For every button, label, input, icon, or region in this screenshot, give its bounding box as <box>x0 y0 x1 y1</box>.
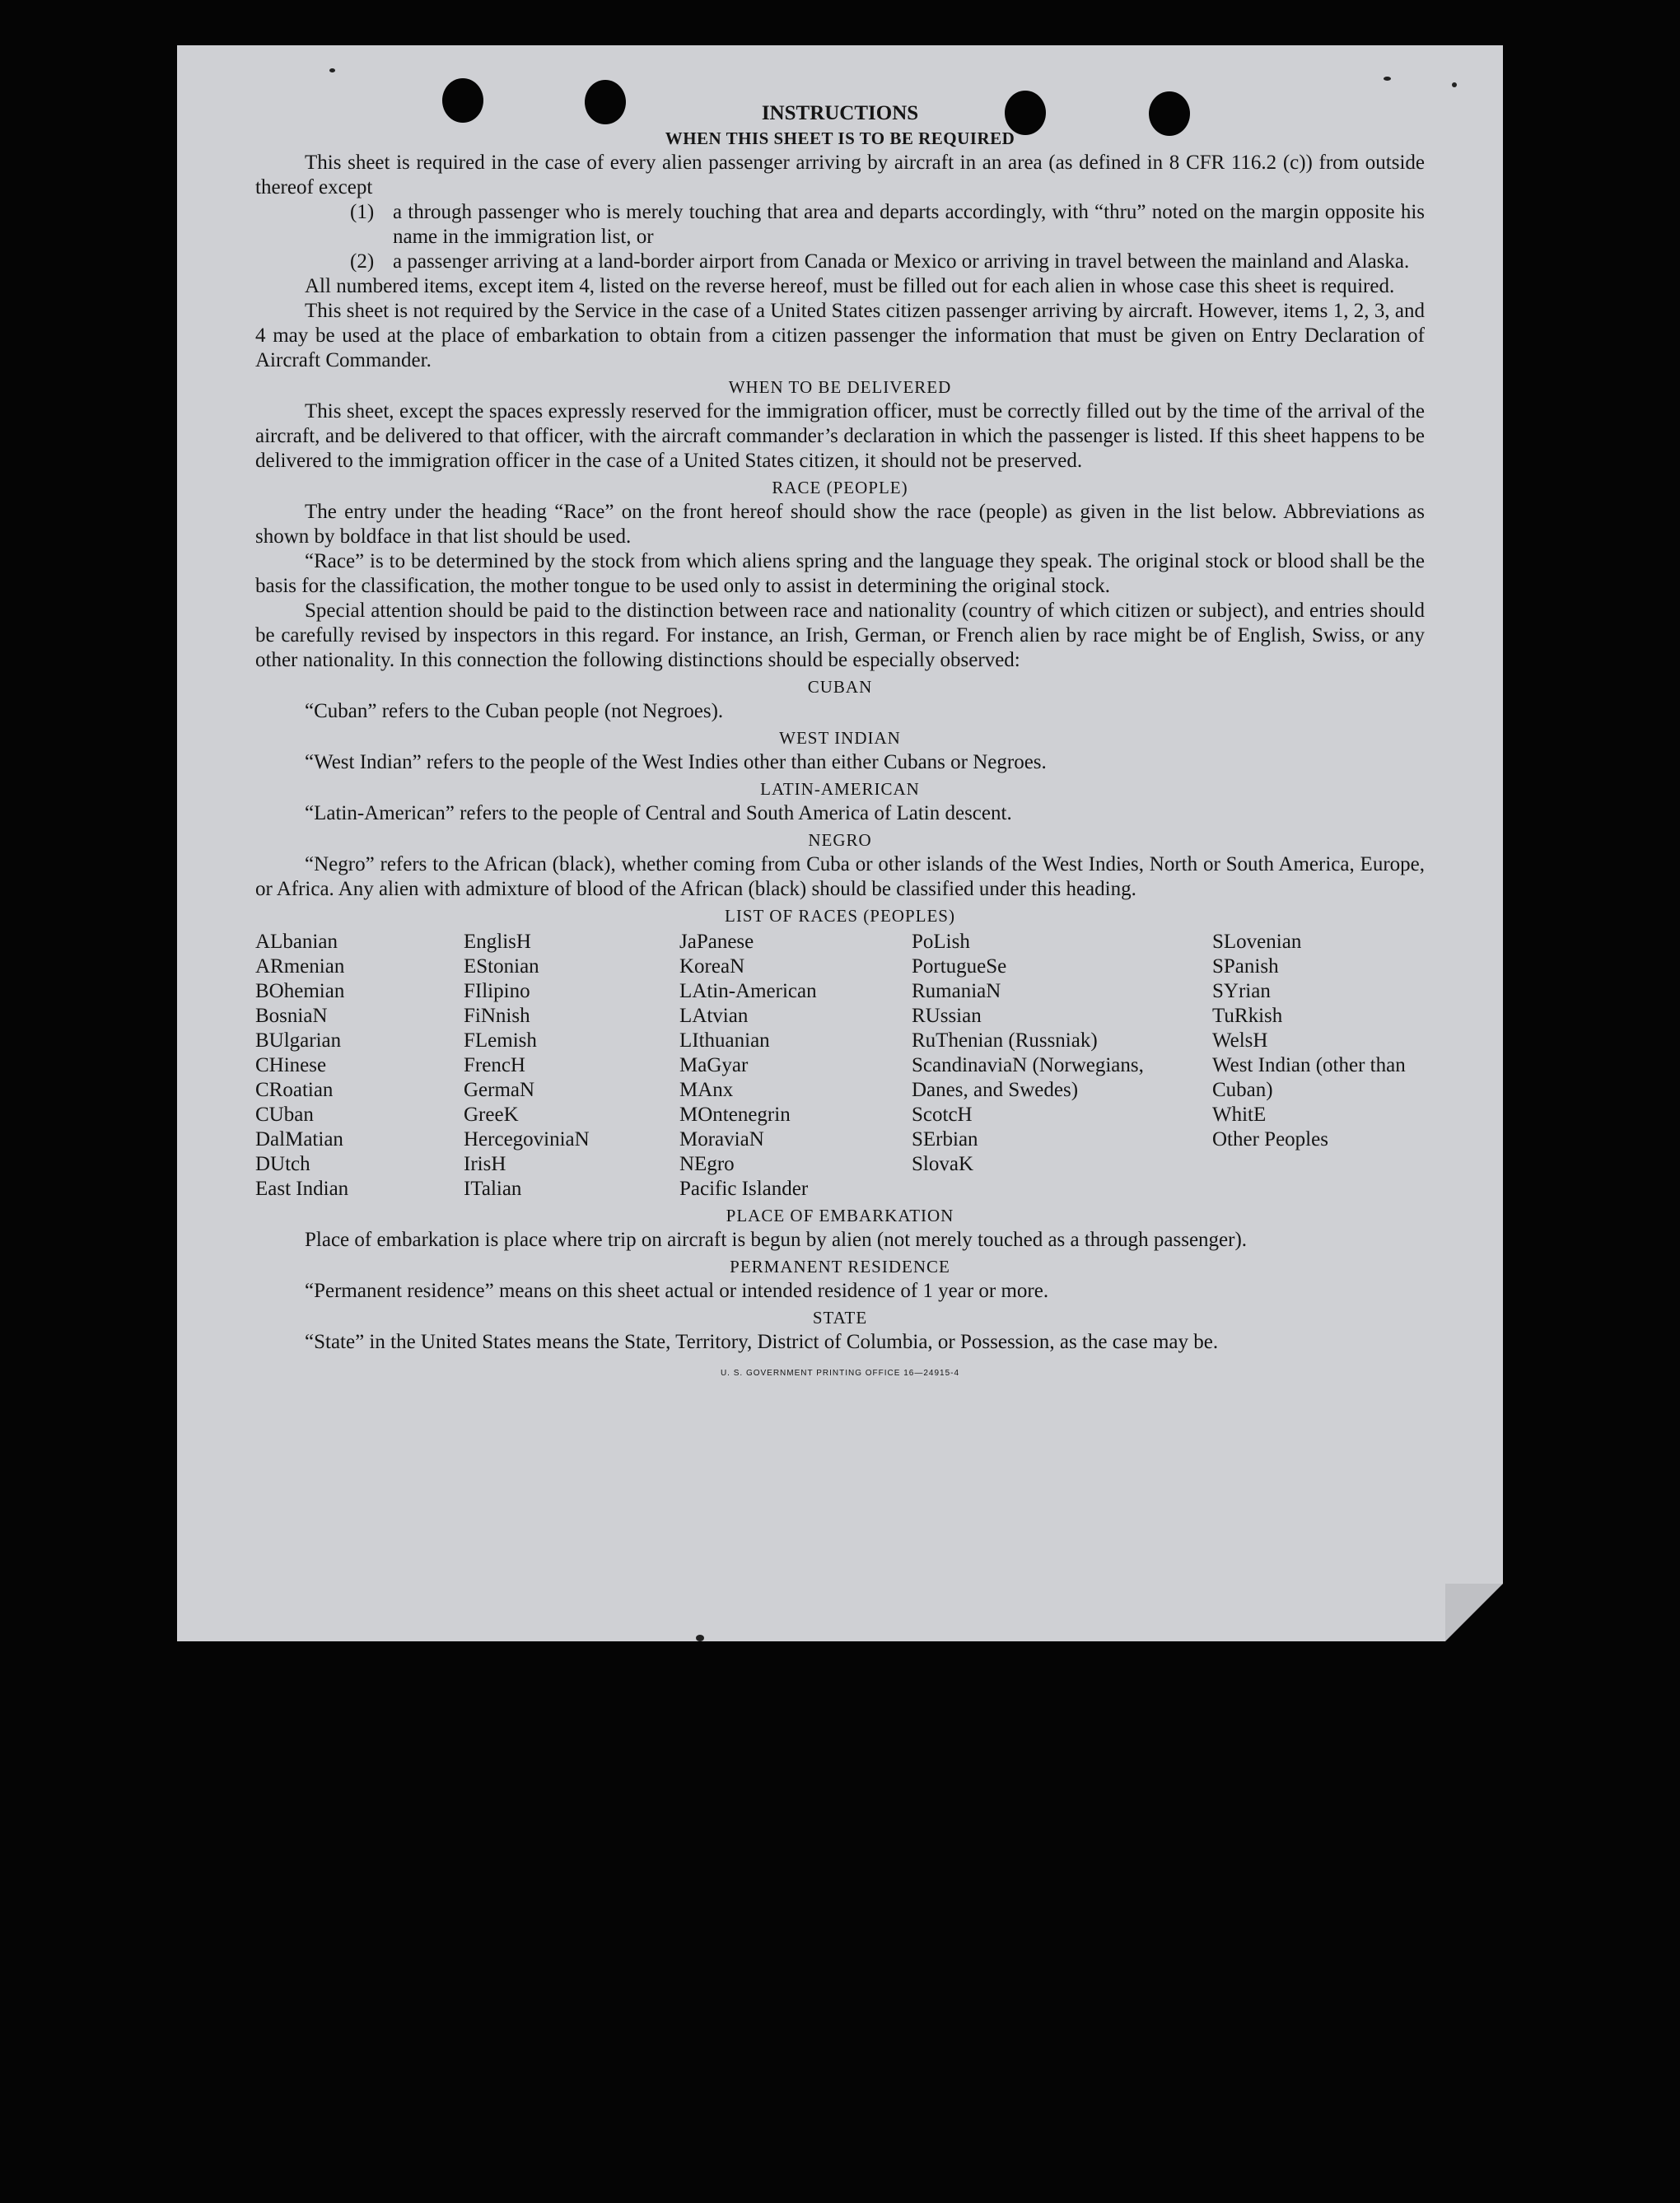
race-item: KoreaN <box>679 955 745 978</box>
race-item: BUlgarian <box>255 1029 342 1052</box>
race-item: MAnx <box>679 1079 734 1101</box>
race-item: TuRkish <box>1212 1005 1283 1027</box>
race-item: WelsH <box>1212 1029 1268 1052</box>
race-item: FIlipino <box>464 980 530 1002</box>
paragraph: “Permanent residence” means on this sheet actual or intended residence of 1 year or more. <box>305 1280 1049 1302</box>
paragraph: This sheet is required in the case of every alien passenger arriving by aircraft in an area (as defined in 8 CFR 116.2 (c)) from outside thereof except <box>255 152 1425 198</box>
printer-imprint: U. S. GOVERNMENT PRINTING OFFICE 16—24915-4 <box>720 1369 960 1378</box>
race-item: SPanish <box>1212 955 1279 978</box>
race-item: GreeK <box>464 1104 519 1126</box>
race-item: SLovenian <box>1212 931 1302 953</box>
speck <box>1452 82 1457 87</box>
race-item: FiNnish <box>464 1005 530 1027</box>
race-item: ARmenian <box>255 955 345 978</box>
race-item: CRoatian <box>255 1079 334 1101</box>
list-text: a through passenger who is merely touching that area and departs accordingly, with “thru” noted on the margin opposite his name in the immigration list, or <box>393 201 1425 248</box>
paragraph: The entry under the heading “Race” on the front hereof should show the race (people) as given in the list below. Abbreviations as shown by boldface in that list should be used. <box>255 501 1425 548</box>
race-item: LAtvian <box>679 1005 749 1027</box>
paragraph: “State” in the United States means the State, Territory, District of Columbia, or Possession, as the case may be. <box>305 1331 1219 1353</box>
race-column <box>1212 930 1425 1202</box>
folded-corner <box>1445 1584 1503 1641</box>
race-item: IrisH <box>464 1153 506 1175</box>
paragraph: This sheet, except the spaces expressly reserved for the immigration officer, must be correctly filled out by the time of the arrival of the aircraft, and be delivered to that officer, with the aircraft commander’s declaration in which the passenger is listed. If this sheet happens to be delivered to the immigration officer in the case of a United States citizen, it should not be preserved. <box>255 400 1425 472</box>
race-item: MOntenegrin <box>679 1104 791 1126</box>
race-item: RuThenian (Russniak) <box>912 1029 1098 1052</box>
paragraph: Place of embarkation is place where trip on aircraft is begun by alien (not merely touched as a through passenger). <box>305 1229 1248 1251</box>
race-item: ALbanian <box>255 931 338 953</box>
paragraph: All numbered items, except item 4, listed on the reverse hereof, must be filled out for each alien in whose case this sheet is required. <box>305 275 1395 297</box>
section-heading: WHEN TO BE DELIVERED <box>728 377 952 397</box>
race-item: HercegoviniaN <box>464 1128 590 1151</box>
list-number: (2) <box>350 250 375 273</box>
race-item: ScotcH <box>912 1104 973 1126</box>
race-list <box>255 930 1425 1202</box>
race-item: SErbian <box>912 1128 978 1151</box>
race-item: LAtin-American <box>679 980 817 1002</box>
race-item: LIthuanian <box>679 1029 770 1052</box>
race-item: PortugueSe <box>912 955 1007 978</box>
race-item: FLemish <box>464 1029 537 1052</box>
race-item: CHinese <box>255 1054 327 1076</box>
race-item: MaGyar <box>679 1054 749 1076</box>
paragraph: “Latin-American” refers to the people of Central and South America of Latin descent. <box>305 802 1012 824</box>
race-item: BOhemian <box>255 980 345 1002</box>
race-item: SYrian <box>1212 980 1271 1002</box>
race-item: Pacific Islander <box>679 1178 809 1200</box>
speck <box>329 68 335 72</box>
paragraph: Special attention should be paid to the distinction between race and nationality (country of which citizen or subject), and entries should be carefully revised by inspectors in this regard. For instance, an Irish, German, or French alien by race might be of English, Swiss, or any other nationality. In this connection the following distinctions should be especially observed: <box>255 600 1425 671</box>
paragraph: This sheet is not required by the Service in the case of a United States citizen passenger arriving by aircraft. However, items 1, 2, 3, and 4 may be used at the place of embarkation to obtain from a citizen passenger the information that must be given on Entry Declaration of Aircraft Commander. <box>255 300 1425 371</box>
race-item: BosniaN <box>255 1005 328 1027</box>
race-item: ITalian <box>464 1178 522 1200</box>
section-heading: RACE (PEOPLE) <box>772 478 908 497</box>
race-item: EnglisH <box>464 931 531 953</box>
section-heading: WEST INDIAN <box>779 728 901 748</box>
page-title: INSTRUCTIONS <box>761 102 919 124</box>
race-item: RumaniaN <box>912 980 1001 1002</box>
race-column <box>679 930 912 1202</box>
speck <box>696 1635 704 1641</box>
instructions-content <box>255 101 1425 1386</box>
section-heading: LATIN-AMERICAN <box>760 779 920 799</box>
race-item: EStonian <box>464 955 539 978</box>
list-number: (1) <box>350 201 375 223</box>
paragraph: “Negro” refers to the African (black), whether coming from Cuba or other islands of the West Indies, North or South America, Europe, or Africa. Any alien with admixture of blood of the African (black) should be classified under this heading. <box>255 853 1425 900</box>
section-heading: PLACE OF EMBARKATION <box>726 1206 954 1225</box>
race-item: GermaN <box>464 1079 535 1101</box>
paragraph: “Cuban” refers to the Cuban people (not Negroes). <box>305 700 724 722</box>
race-column <box>255 930 464 1202</box>
race-item: PoLish <box>912 931 970 953</box>
section-heading: NEGRO <box>808 830 872 850</box>
paragraph: “Race” is to be determined by the stock from which aliens spring and the language they speak. The original stock or blood shall be the basis for the classification, the mother tongue to be used only to assist in determining the original stock. <box>255 550 1425 597</box>
race-item: ScandinaviaN (Norwegians, Danes, and Swedes) <box>912 1054 1144 1101</box>
race-item: RUssian <box>912 1005 982 1027</box>
race-item: NEgro <box>679 1153 735 1175</box>
race-item: CUban <box>255 1104 314 1126</box>
race-column <box>464 930 679 1202</box>
list-item <box>350 200 1425 250</box>
paragraph: “West Indian” refers to the people of the West Indies other than either Cubans or Negroes. <box>305 751 1047 773</box>
race-item: East Indian <box>255 1178 349 1200</box>
list-text: a passenger arriving at a land-border airport from Canada or Mexico or arriving in travel between the mainland and Alaska. <box>393 250 1410 273</box>
race-item: DUtch <box>255 1153 310 1175</box>
race-column <box>912 930 1150 1202</box>
section-heading: WHEN THIS SHEET IS TO BE REQUIRED <box>665 128 1015 148</box>
race-item: FrencH <box>464 1054 525 1076</box>
race-item: JaPanese <box>679 931 754 953</box>
race-item: Other Peoples <box>1212 1128 1328 1151</box>
race-item: DalMatian <box>255 1128 343 1151</box>
speck <box>1384 77 1391 81</box>
race-item: WhitE <box>1212 1104 1267 1126</box>
section-heading: LIST OF RACES (PEOPLES) <box>725 906 955 926</box>
document-sheet <box>177 45 1503 1641</box>
list-item <box>350 250 1425 274</box>
race-item: West Indian (other than Cuban) <box>1212 1054 1406 1101</box>
section-heading: STATE <box>812 1308 868 1328</box>
section-heading: CUBAN <box>807 677 873 697</box>
race-item: SlovaK <box>912 1153 973 1175</box>
section-heading: PERMANENT RESIDENCE <box>730 1257 950 1277</box>
race-item: MoraviaN <box>679 1128 764 1151</box>
